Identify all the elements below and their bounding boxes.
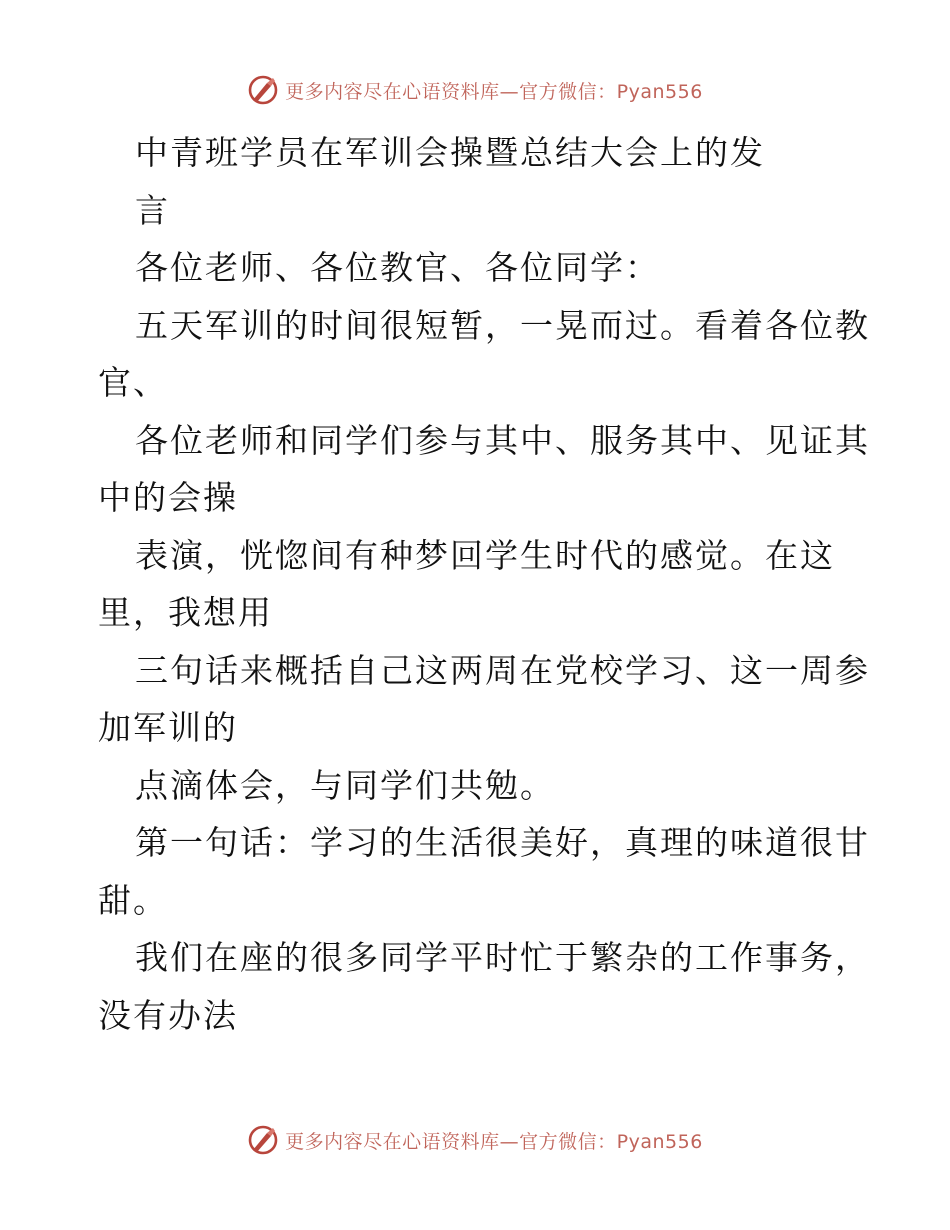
paragraph-line: 加军训的 bbox=[98, 708, 238, 747]
paragraph-line: 第一句话：学习的生活很美好，真理的味道很甘 bbox=[135, 823, 870, 862]
paragraph-line: 三句话来概括自己这两周在党校学习、这一周参 bbox=[135, 650, 870, 690]
header-watermark-text: 更多内容尽在心语资料库—官方微信：Pyan556 bbox=[285, 80, 703, 103]
header-watermark bbox=[0, 70, 950, 110]
footer-watermark-text: 更多内容尽在心语资料库—官方微信：Pyan556 bbox=[285, 1130, 703, 1153]
paragraph-line: 没有办法 bbox=[98, 995, 238, 1035]
document-body bbox=[98, 124, 868, 1044]
paragraph-line: 中的会操 bbox=[98, 478, 238, 517]
paragraph-line: 里，我想用 bbox=[98, 593, 273, 632]
paragraph-line: 我们在座的很多同学平时忙于繁杂的工作事务， bbox=[135, 938, 870, 977]
pen-logo-icon bbox=[247, 1124, 279, 1156]
pen-logo-icon bbox=[247, 74, 279, 106]
document-title-line-2: 言 bbox=[135, 190, 170, 230]
paragraph-line: 五天军训的时间很短暂，一晃而过。看着各位教 bbox=[135, 305, 870, 345]
paragraph-line: 表演，恍惚间有种梦回学生时代的感觉。在这 bbox=[135, 535, 835, 575]
paragraph-line: 甜。 bbox=[98, 880, 168, 920]
paragraph-line: 各位老师和同学们参与其中、服务其中、见证其 bbox=[135, 420, 870, 460]
document-title-line-1: 中青班学员在军训会操暨总结大会上的发 bbox=[135, 133, 765, 172]
paragraph-line: 官、 bbox=[98, 363, 168, 402]
footer-watermark bbox=[0, 1120, 950, 1160]
salutation: 各位老师、各位教官、各位同学： bbox=[135, 248, 660, 287]
paragraph-line: 点滴体会，与同学们共勉。 bbox=[135, 765, 555, 805]
